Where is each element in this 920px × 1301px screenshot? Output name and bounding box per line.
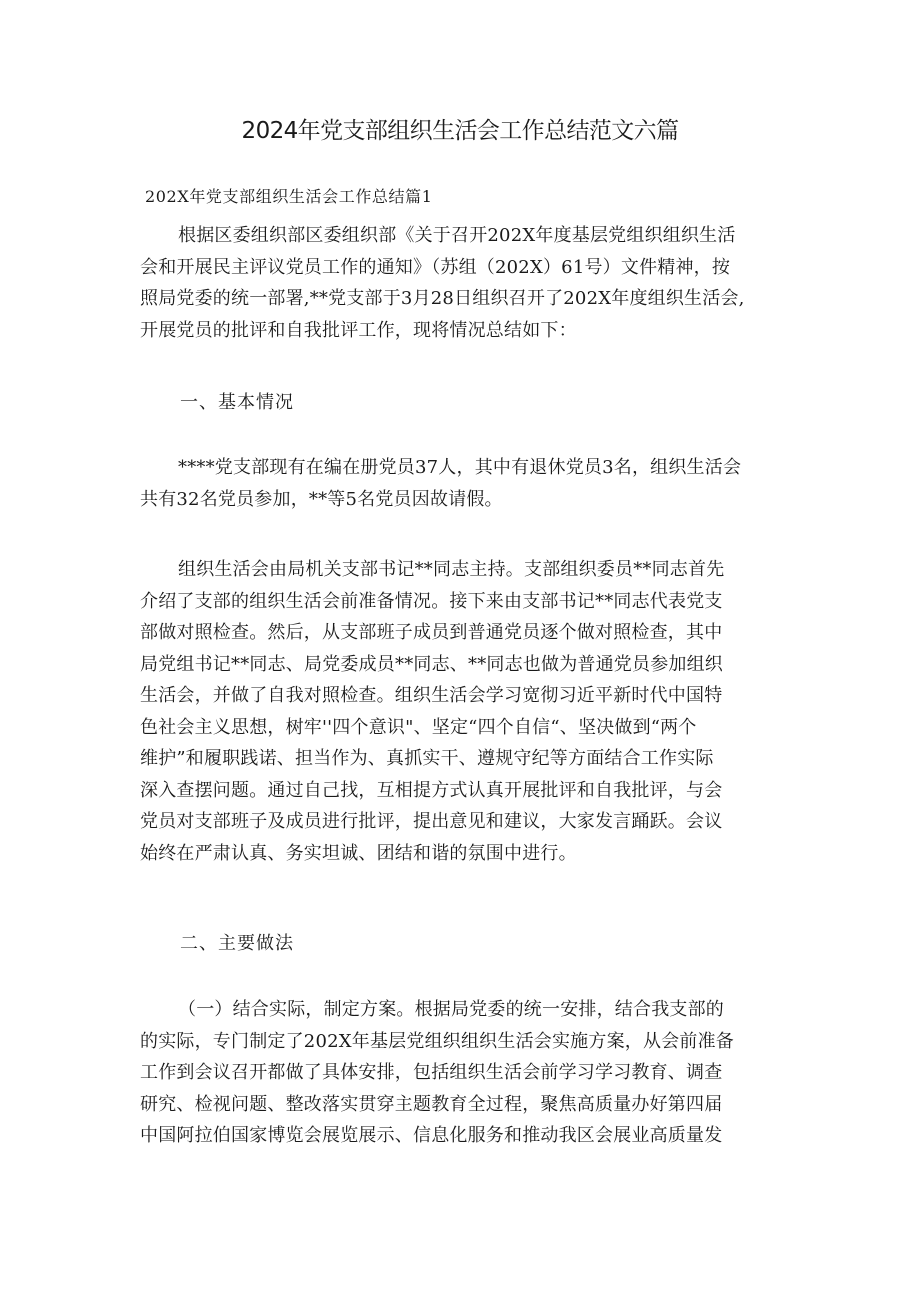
paragraph-line: 组织生活会由局机关支部书记**同志主持。支部组织委员**同志首先 xyxy=(178,559,725,580)
paragraph-line: 部做对照检查。然后，从支部班子成员到普通党员逐个做对照检查，其中 xyxy=(140,622,723,643)
basic-situation-paragraph xyxy=(140,452,790,515)
paragraph-line: 介绍了支部的组织生活会前准备情况。接下来由支部书记**同志代表党支 xyxy=(140,590,723,612)
paragraph-line: 局党组书记**同志、局党委成员**同志、**同志也做为普通党员参加组织 xyxy=(140,653,723,675)
paragraph-line: 维护”和履职践诺、担当作为、真抓实干、遵规守纪等方面结合工作实际 xyxy=(140,748,714,769)
paragraph-line: 始终在严肃认真、务实坦诚、团结和谐的氛围中进行。 xyxy=(140,842,577,864)
paragraph-line: 党员对支部班子及成员进行批评，提出意见和建议，大家发言踊跃。会议 xyxy=(140,811,723,832)
section-heading-main-practices: 二、主要做法 xyxy=(180,933,294,954)
paragraph-line: 深入查摆问题。通过自己找，互相提方式认真开展批评和自我批评，与会 xyxy=(140,779,723,801)
intro-paragraph xyxy=(140,220,790,346)
paragraph-line: 根据区委组织部区委组织部《关于召开202X年度基层党组织组织生活 xyxy=(178,225,736,246)
meeting-process-paragraph xyxy=(140,554,790,869)
paragraph-line: 会和开展民主评议党员工作的通知》（苏组（202X）61号）文件精神，按 xyxy=(140,256,731,278)
paragraph-line: 共有32名党员参加，**等5名党员因故请假。 xyxy=(140,488,503,510)
paragraph-line: （一）结合实际，制定方案。根据局党委的统一安排，结合我支部的 xyxy=(178,999,724,1020)
paragraph-line: 照局党委的统一部署,**党支部于3月28日组织召开了202X年度组织生活会, xyxy=(140,288,745,309)
paragraph-line: 色社会主义思想，树牢''四个意识"、坚定“四个自信“、坚决做到“两个 xyxy=(140,716,697,738)
paragraph-line: 研究、检视问题、整改落实贯穿主题教育全过程，聚焦高质量办好第四届 xyxy=(140,1093,723,1115)
section-heading-basic-situation: 一、基本情况 xyxy=(180,392,294,413)
paragraph-line: 开展党员的批评和自我批评工作，现将情况总结如下： xyxy=(140,319,577,341)
document-title: 2024年党支部组织生活会工作总结范文六篇 xyxy=(241,118,679,144)
practices-paragraph xyxy=(140,994,790,1152)
paragraph-line: 生活会，并做了自我对照检查。组织生活会学习宽彻习近平新时代中国特 xyxy=(140,685,723,706)
paragraph-line: ****党支部现有在编在册党员37人，其中有退休党员3名，组织生活会 xyxy=(178,457,742,478)
article-subtitle: 202X年党支部组织生活会工作总结篇1 xyxy=(145,187,433,206)
paragraph-line: 工作到会议召开都做了具体安排，包括组织生活会前学习学习教育、调查 xyxy=(140,1062,723,1083)
paragraph-line: 的实际，专门制定了202X年基层党组织组织生活会实施方案，从会前准备 xyxy=(140,1030,734,1052)
paragraph-line: 中国阿拉伯国家博览会展览展示、信息化服务和推动我区会展业高质量发 xyxy=(140,1125,723,1146)
